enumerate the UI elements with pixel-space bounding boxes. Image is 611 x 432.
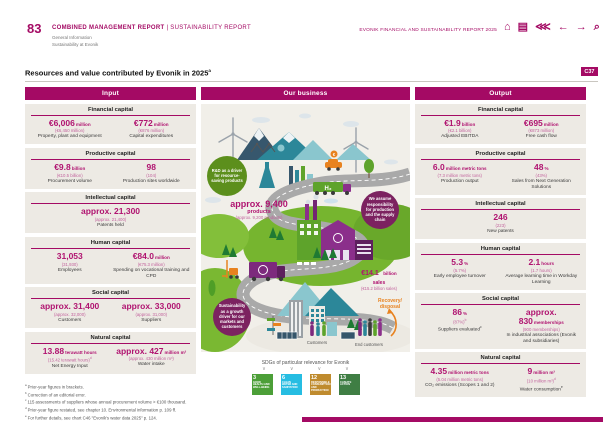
metric-label: New patents [487, 229, 514, 235]
capital-title: Social capital [91, 290, 130, 297]
metric [29, 302, 111, 324]
euro-coin-icon: € [332, 151, 336, 157]
divider [31, 343, 190, 344]
metric-label: Production output [440, 178, 479, 184]
divider [421, 363, 580, 364]
metric-prior-year: (900 memberships) [522, 326, 560, 332]
divider [31, 298, 190, 299]
metric-value: approx. 427million m³ [116, 345, 187, 356]
capital-title: Natural capital [90, 334, 131, 341]
capital-box-financial [25, 104, 196, 145]
home-icon[interactable]: ⌂ [504, 21, 511, 33]
metric-label: Average learning time in Workday Learning [505, 273, 578, 285]
metric-label: Production sites worldwide [122, 178, 180, 184]
responsibility-bubble: We assume responsibility for production and the supply chain [361, 191, 399, 229]
footnote: $^e$For further details, see chart C46 "Evonik's water data 2025" p. 124. [25, 413, 157, 420]
capital-title: Human capital [90, 239, 131, 246]
section-label: COMBINED MANAGEMENT REPORT [52, 25, 165, 31]
capital-box-intellectual [415, 198, 586, 239]
sdg-icon-6: 6 CLEAN WATER AND SANITATION [281, 374, 302, 395]
capital-box-intellectual [25, 192, 196, 233]
capital-box-productive [415, 148, 586, 195]
metric-label: CO₂ emissions (Scopes 1 and 2) [424, 383, 495, 389]
metric-prior-year: (€75.3 million) [137, 261, 165, 267]
metric-value: 86% [452, 307, 468, 318]
metric-prior-year: (€873 million) [528, 128, 555, 134]
metric-label: Spending on vocational training and CPD [113, 267, 190, 279]
metric [111, 252, 193, 280]
divider [31, 248, 190, 249]
metric-prior-year: $(87\%)^b$ [453, 318, 467, 325]
recovery-disposal-label: Recovery/ disposal [378, 297, 402, 310]
metric-value: 98 [146, 161, 156, 172]
divider [421, 209, 580, 210]
figure-code-badge: C37 [581, 67, 598, 76]
sdg-icon-12: 12 RESPONSIBLE CONSUMPTION AND PRODUCTION [310, 374, 331, 395]
metric [29, 252, 111, 280]
metric-value: €9.8billion [54, 161, 86, 172]
metric-prior-year: (€876 million) [138, 128, 165, 134]
thin-tree-icon [209, 280, 216, 296]
footnote: $^d$Prior-year figure restated, see chapter 10. Environmental information p. 109 ff. [25, 405, 177, 413]
footnote: $^c$115 assessments of suppliers whose annual procurement volume > €100 thousand. [25, 398, 187, 405]
capital-box-social [415, 293, 586, 349]
sdg-section [201, 355, 410, 395]
metric-label: Water intake [137, 362, 165, 368]
svg-text:H₂: H₂ [324, 185, 332, 192]
sdg-icon-13: 13 CLIMATE ACTION [339, 374, 360, 395]
footer-accent-bar [302, 417, 603, 422]
metric-value: approx. 33,000 [121, 301, 181, 312]
metric-prior-year: (€6,450 million) [55, 128, 85, 134]
metric-value: 48% [533, 161, 549, 172]
metric [419, 367, 501, 393]
metric-prior-year: (5.04 million metric tons) [436, 377, 484, 383]
capital-title: Social capital [481, 296, 520, 303]
separator: | [166, 25, 169, 31]
metric-label: Capital expenditures [129, 134, 174, 140]
metric-prior-year: (approx. 430 million m³) [128, 356, 174, 362]
metric-value: approx. 830memberships [518, 307, 564, 327]
sdg-title: SDGs of particular relevance for Evonik [261, 360, 350, 366]
search-icon[interactable]: ⌕ [593, 21, 600, 33]
divider [31, 203, 190, 204]
footnotes [25, 383, 200, 421]
divider [421, 159, 580, 160]
divider [421, 304, 580, 305]
metric-label: Suppliers [141, 318, 162, 324]
chevron-down-icon: ∨ [262, 366, 266, 372]
sdg-icon-3: 3 GOOD HEALTH AND WELL-BEING [252, 374, 273, 395]
rd-bubble: R&D as a driver for resource-saving products [207, 156, 247, 196]
capital-title: Human capital [480, 245, 521, 252]
metric-label: Customers [58, 318, 82, 324]
capital-box-financial [415, 104, 586, 145]
metric [111, 119, 193, 141]
metric-prior-year: (104) [146, 172, 157, 178]
capital-title: Productive capital [475, 150, 526, 157]
round-tree-icon [364, 159, 374, 173]
metric-label: Free cash flow [525, 134, 557, 140]
metric-prior-year: (10 million m³)$^d$ [526, 377, 556, 384]
metric-label: Suppliers evaluated$^c$ [437, 325, 482, 334]
metric-label: Net Energy Input [51, 363, 88, 369]
metric [501, 163, 583, 191]
metric-label: Employees [57, 267, 82, 273]
metric-prior-year: (31,930) [61, 261, 78, 267]
metric-value: €695million [523, 117, 559, 128]
metric [29, 119, 111, 141]
metric-value: 2.1hours [528, 256, 555, 267]
pdf-nav-toolbar [504, 22, 600, 33]
metric-prior-year: (approx. 32,000) [53, 312, 86, 318]
metric [29, 207, 192, 229]
breadcrumb [52, 34, 251, 48]
output-column-header: Output [415, 87, 586, 100]
input-column [25, 87, 196, 374]
metric [501, 367, 583, 393]
metric-prior-year: (1.7 hours) [530, 267, 552, 273]
capital-box-productive [25, 148, 196, 189]
metric [111, 347, 193, 370]
metric-prior-year: (5.7%) [453, 267, 467, 273]
metric-value: 246 [493, 212, 508, 223]
metric [501, 308, 583, 345]
metric [419, 213, 582, 235]
metric-label: Water consumption$^e$ [519, 384, 563, 393]
capital-title: Natural capital [480, 355, 521, 362]
capital-title: Financial capital [87, 106, 134, 113]
capital-title: Financial capital [477, 106, 524, 113]
footnote: $^b$Correction of an editorial error. [25, 390, 86, 398]
metric [419, 258, 501, 286]
sustainability-bubble: Sustainability as a growth driver for our markets and customers [213, 298, 251, 336]
metric-value: 5.3% [451, 256, 469, 267]
divider [421, 115, 580, 116]
our-business-column [201, 87, 410, 395]
divider [31, 159, 190, 160]
metric-prior-year: (approx. 31,000) [135, 312, 168, 318]
metric-value: 31,053 [56, 250, 83, 261]
sdg-chevrons [201, 367, 410, 372]
metric-prior-year: (approx. 21,400) [94, 217, 127, 223]
metric [111, 163, 193, 185]
chevron-down-icon: ∨ [345, 366, 349, 372]
next-page-icon[interactable]: → [575, 21, 587, 33]
metric [419, 308, 501, 345]
capital-box-human [25, 237, 196, 284]
divider [25, 81, 598, 82]
breadcrumb-line2: Sustainability at Evonik [52, 41, 99, 47]
previous-page-icon[interactable]: ← [557, 21, 569, 33]
figure-title: Resources and value contributed by Evonik in 2025$^a$ [25, 68, 211, 78]
solar-panel-icon [341, 332, 355, 339]
metric-prior-year: (223) [495, 223, 506, 229]
our-business-column-header: Our business [201, 87, 410, 100]
metric-label: Property, plant and equipment [37, 134, 102, 140]
page-number: 83 [27, 21, 42, 36]
end-customers-label: End customers [355, 341, 383, 347]
capital-box-natural [415, 352, 586, 397]
metric-prior-year: (€2.1 billion) [448, 128, 472, 134]
metric-value: €84.0million [132, 250, 170, 261]
breadcrumb-line1: General Information [52, 34, 92, 40]
metric-prior-year: (€10.5 billion) [56, 172, 83, 178]
metric [419, 119, 501, 141]
chevron-down-icon: ∨ [289, 366, 294, 372]
sales-metric: €14.1 billion sales (€15.2 billion sales) [360, 269, 398, 291]
metric-value: approx. 21,300 [80, 206, 141, 217]
metric-label: Adjusted EBITDA [441, 134, 479, 140]
contents-icon[interactable]: ⋘ [535, 21, 551, 33]
metric-value: €1.9billion [444, 117, 476, 128]
subsection-label: SUSTAINABILITY REPORT [170, 25, 251, 31]
metric-label: In industrial associations (Evonik and subsidiaries) [506, 332, 577, 344]
output-column [415, 87, 586, 397]
customers-label: Customers [306, 339, 328, 345]
metric-value: 13.88terawatt hours [42, 345, 97, 356]
metric-value: 6.0million metric tons [432, 161, 487, 172]
metric [501, 258, 583, 286]
metric-label: Procurement volume [47, 178, 92, 184]
metric [111, 302, 193, 324]
metric [29, 163, 111, 185]
customers-figures [310, 321, 326, 336]
metric-value: 4.35million metric tons [430, 366, 489, 377]
metric-prior-year: (43%) [535, 172, 547, 178]
metric-label: Early employee turnover [433, 273, 486, 279]
metric-prior-year: (7.3 million metric tons) [437, 172, 482, 178]
capital-box-natural [25, 332, 196, 374]
metric-label: Sales from Next Generation Solutions [511, 178, 571, 190]
divider [31, 115, 190, 116]
products-metric: approx. 9,400 products (approx. 9,200 products) [230, 198, 288, 220]
chevron-down-icon: ∨ [317, 366, 322, 372]
report-name: EVONIK FINANCIAL AND SUSTAINABILITY REPORT 2025 [359, 28, 497, 33]
report-section-title [52, 25, 251, 31]
capital-title: Productive capital [85, 150, 136, 157]
metric-value: €6,006million [48, 117, 91, 128]
capital-title: Intellectual capital [85, 195, 136, 202]
capital-title: Intellectual capital [475, 201, 526, 208]
input-column-header: Input [25, 87, 196, 100]
header-left [52, 25, 251, 48]
metric-value: €772million [133, 117, 169, 128]
report-icon[interactable]: ▤ [517, 21, 529, 33]
divider [421, 254, 580, 255]
metric-value: approx. 31,400 [40, 301, 100, 312]
footnote: $^a$Prior-year figures in brackets. [25, 383, 84, 390]
metric [501, 119, 583, 141]
metric-label: Patents held [97, 223, 124, 229]
capital-box-social [25, 287, 196, 328]
metric-value: 9million m³ [527, 366, 555, 377]
value-chain-illustration [201, 104, 410, 352]
metric [419, 163, 501, 191]
metric [29, 347, 111, 370]
metric-prior-year: (15.42 terawatt hours)$^d$ [47, 356, 92, 363]
capital-box-human [415, 243, 586, 290]
